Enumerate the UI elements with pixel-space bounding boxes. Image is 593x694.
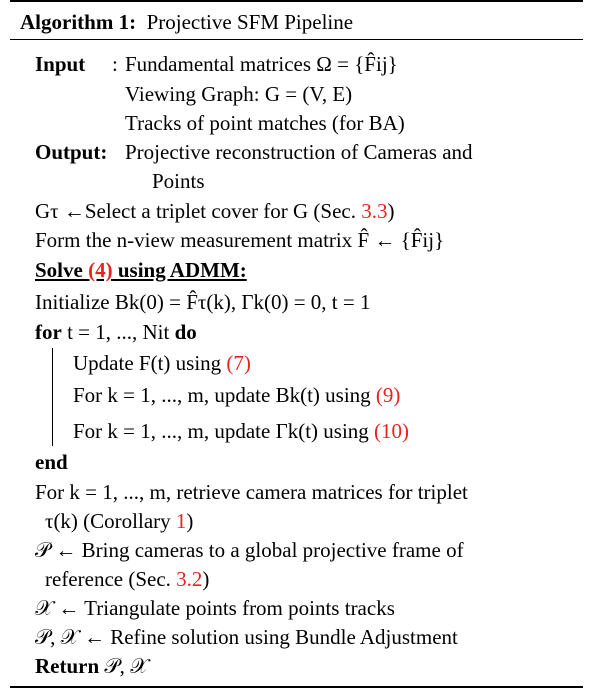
initialize-line: Initialize Bk(0) = F̂τ(k), Γk(0) = 0, t = 1 [35, 290, 371, 314]
ref-eq-9[interactable]: (9) [375, 383, 401, 407]
retrieve-cont-text: τ(k) (Corollary [45, 509, 176, 533]
solve-text: Solve [35, 258, 89, 282]
input-line-1: Fundamental matrices Ω = {F̂ij} [125, 52, 398, 76]
output-line-1: Projective reconstruction of Cameras and [125, 140, 473, 164]
output-line-2: Points [152, 169, 205, 193]
loop-update-b [73, 383, 400, 407]
bring-cont-line [45, 567, 209, 591]
return-keyword: Return [35, 654, 100, 678]
output-label-line [35, 140, 107, 164]
loop-update-f-text: Update F(t) using [73, 351, 227, 375]
top-rule [10, 0, 583, 2]
ref-sec-3-2[interactable]: 3.2 [176, 567, 203, 591]
retrieve-line: For k = 1, ..., m, retrieve camera matrices for triplet [35, 480, 468, 504]
for-line [35, 320, 197, 344]
solve-admm-text: using ADMM: [112, 258, 247, 282]
return-values: 𝒫, 𝒳 [99, 654, 149, 678]
output-label: Output: [35, 140, 108, 164]
end-keyword: end [35, 450, 68, 474]
step-form-matrix: Form the n-view measurement matrix F̂ ← {F̂ij} [35, 228, 445, 252]
ref-eq-4[interactable]: (4) [88, 258, 113, 282]
do-keyword: do [174, 320, 197, 344]
algorithm-title: Projective SFM Pipeline [146, 10, 354, 34]
loop-bar [52, 348, 53, 446]
algorithm-label: Algorithm 1: [20, 10, 137, 34]
ref-corollary-1[interactable]: 1 [175, 509, 187, 533]
for-keyword: for [35, 320, 62, 344]
retrieve-cont-line [45, 509, 193, 533]
input-label-line [35, 52, 85, 76]
input-colon: : [112, 52, 118, 76]
ref-sec-3-3[interactable]: 3.3 [361, 199, 388, 223]
bring-line: 𝒫 ← Bring cameras to a global projective frame of [35, 538, 464, 562]
solve-line [35, 258, 247, 282]
loop-update-b-text: For k = 1, ..., m, update Bk(t) using [73, 383, 376, 407]
header-rule [10, 39, 583, 40]
input-line-2: Viewing Graph: G = (V, E) [125, 82, 353, 106]
input-label: Input [35, 52, 86, 76]
ref-eq-10[interactable]: (10) [374, 419, 410, 443]
algorithm-caption [20, 10, 353, 34]
loop-update-gamma [73, 419, 409, 443]
end-line [35, 450, 68, 474]
return-line [35, 654, 148, 678]
step-triplet-close: ) [387, 199, 395, 223]
bring-cont-text: reference (Sec. [45, 567, 177, 591]
loop-update-f [73, 351, 251, 375]
loop-update-gamma-text: For k = 1, ..., m, update Γk(t) using [73, 419, 375, 443]
bottom-rule [10, 686, 583, 688]
bring-cont-close: ) [202, 567, 210, 591]
for-range: t = 1, ..., Nit [67, 320, 170, 344]
step-triplet-cover [35, 199, 395, 223]
input-line-3: Tracks of point matches (for BA) [125, 111, 405, 135]
algorithm-box [10, 0, 583, 690]
refine-line: 𝒫, 𝒳 ← Refine solution using Bundle Adjustment [35, 625, 458, 649]
step-triplet-text: Gτ ←Select a triplet cover for G (Sec. [35, 199, 362, 223]
triangulate-line: 𝒳 ← Triangulate points from points tracks [35, 596, 395, 620]
retrieve-cont-close: ) [186, 509, 194, 533]
ref-eq-7[interactable]: (7) [226, 351, 251, 375]
